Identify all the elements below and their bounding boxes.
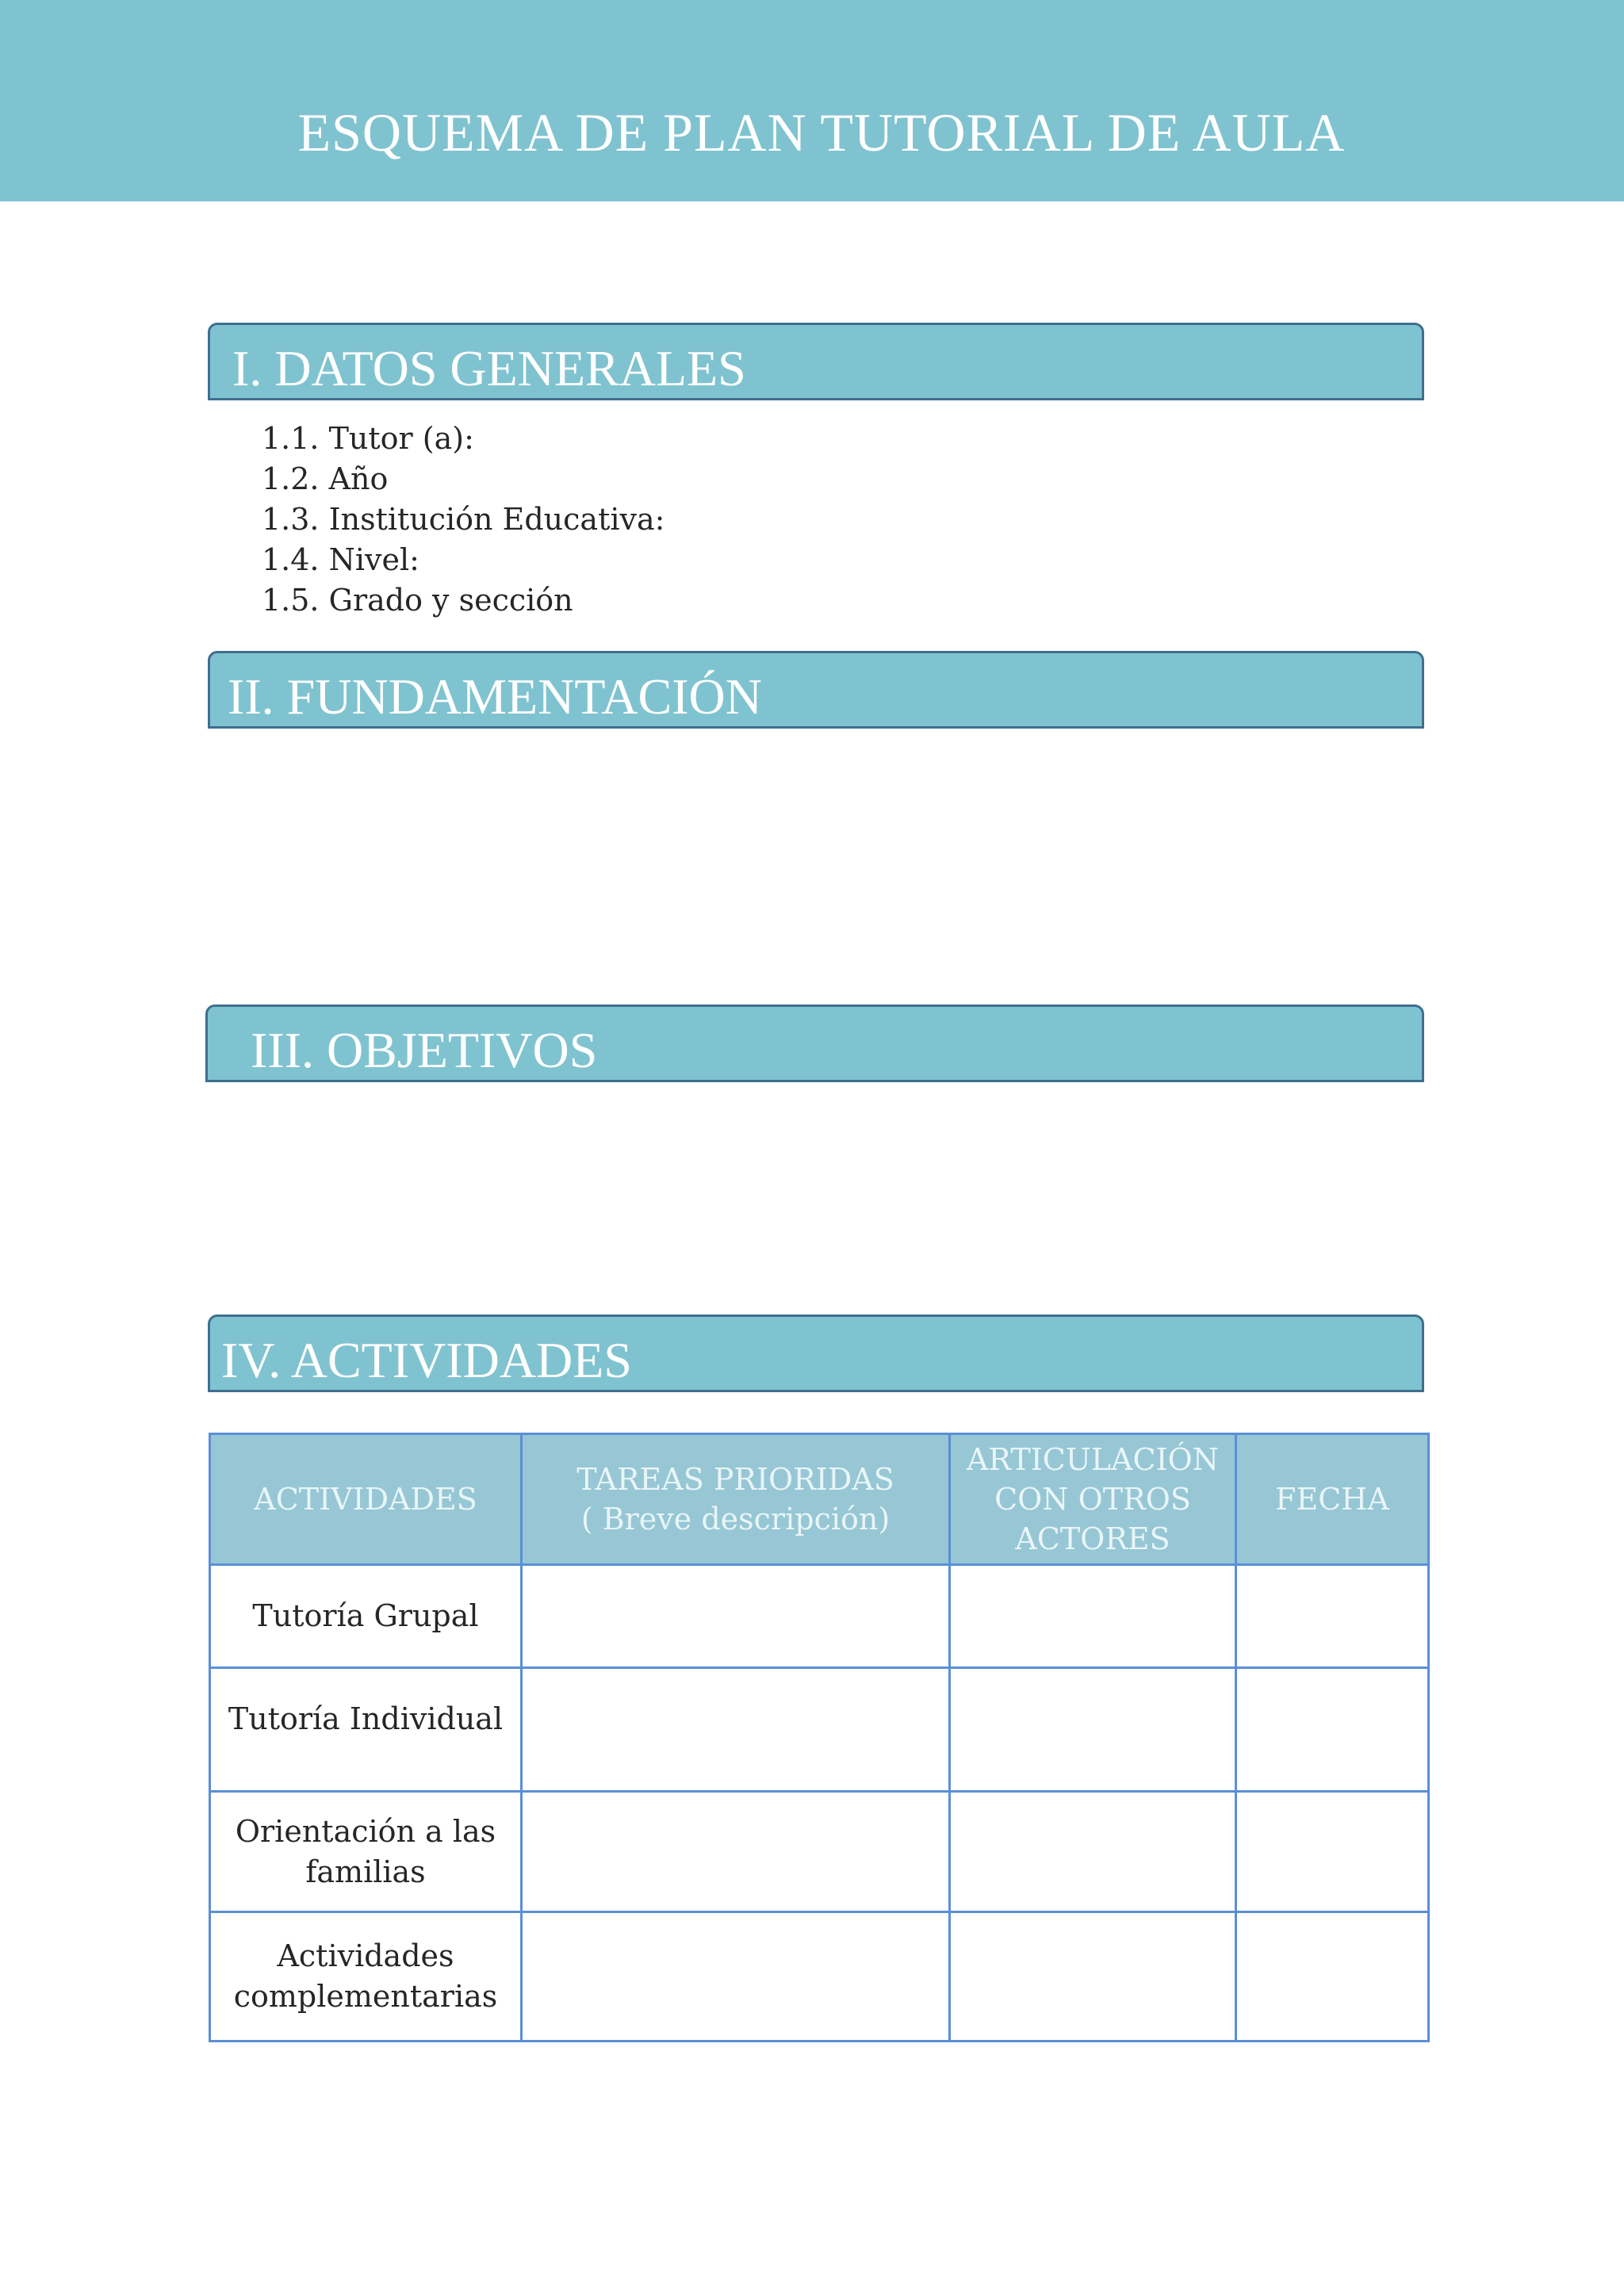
table-header-row: [210, 1434, 1429, 1565]
table-row: [210, 1792, 1429, 1912]
row-label: Orientación a las familias: [210, 1792, 522, 1912]
list-item: 1.2. Año: [262, 461, 389, 496]
table-cell: [950, 1565, 1236, 1668]
table-cell: [1236, 1565, 1429, 1668]
column-header-articulacion: ARTICULACIÓN CON OTROS ACTORES: [950, 1434, 1236, 1565]
row-label: Tutoría Grupal: [210, 1565, 522, 1668]
list-item: 1.5. Grado y sección: [262, 583, 573, 618]
table-cell: [1236, 1912, 1429, 2042]
section-title: III. OBJETIVOS: [251, 1022, 598, 1078]
title-banner: [0, 0, 1624, 201]
table-cell: [1236, 1792, 1429, 1912]
column-header-fecha: FECHA: [1236, 1434, 1429, 1565]
section-title: I. DATOS GENERALES: [232, 340, 746, 396]
row-label: Actividades complementarias: [210, 1912, 522, 2042]
section-header-fundamentacion: [208, 651, 1424, 729]
table-cell: [522, 1565, 950, 1668]
list-item: 1.1. Tutor (a):: [262, 421, 474, 456]
column-header-actividades: ACTIVIDADES: [210, 1434, 522, 1565]
document-title: ESQUEMA DE PLAN TUTORIAL DE AULA: [297, 102, 1346, 163]
general-data-list: [262, 419, 665, 621]
table-row: [210, 1668, 1429, 1792]
list-item: 1.3. Institución Educativa:: [262, 502, 665, 537]
column-header-tareas: TAREAS PRIORIDAS ( Breve descripción): [522, 1434, 950, 1565]
table-cell: [522, 1668, 950, 1792]
list-item: 1.4. Nivel:: [262, 542, 419, 577]
table-cell: [950, 1912, 1236, 2042]
table-cell: [522, 1912, 950, 2042]
table-cell: [522, 1792, 950, 1912]
table-row: [210, 1912, 1429, 2042]
activities-table: [209, 1433, 1430, 2042]
row-label: Tutoría Individual: [210, 1668, 522, 1792]
table-row: [210, 1565, 1429, 1668]
table-cell: [950, 1792, 1236, 1912]
section-title: II. FUNDAMENTACIÓN: [228, 668, 762, 725]
table-cell: [950, 1668, 1236, 1792]
section-header-actividades: [208, 1314, 1424, 1392]
table-cell: [1236, 1668, 1429, 1792]
section-header-objetivos: [205, 1004, 1424, 1082]
section-header-datos-generales: [208, 323, 1424, 400]
section-title: IV. ACTIVIDADES: [221, 1332, 632, 1388]
